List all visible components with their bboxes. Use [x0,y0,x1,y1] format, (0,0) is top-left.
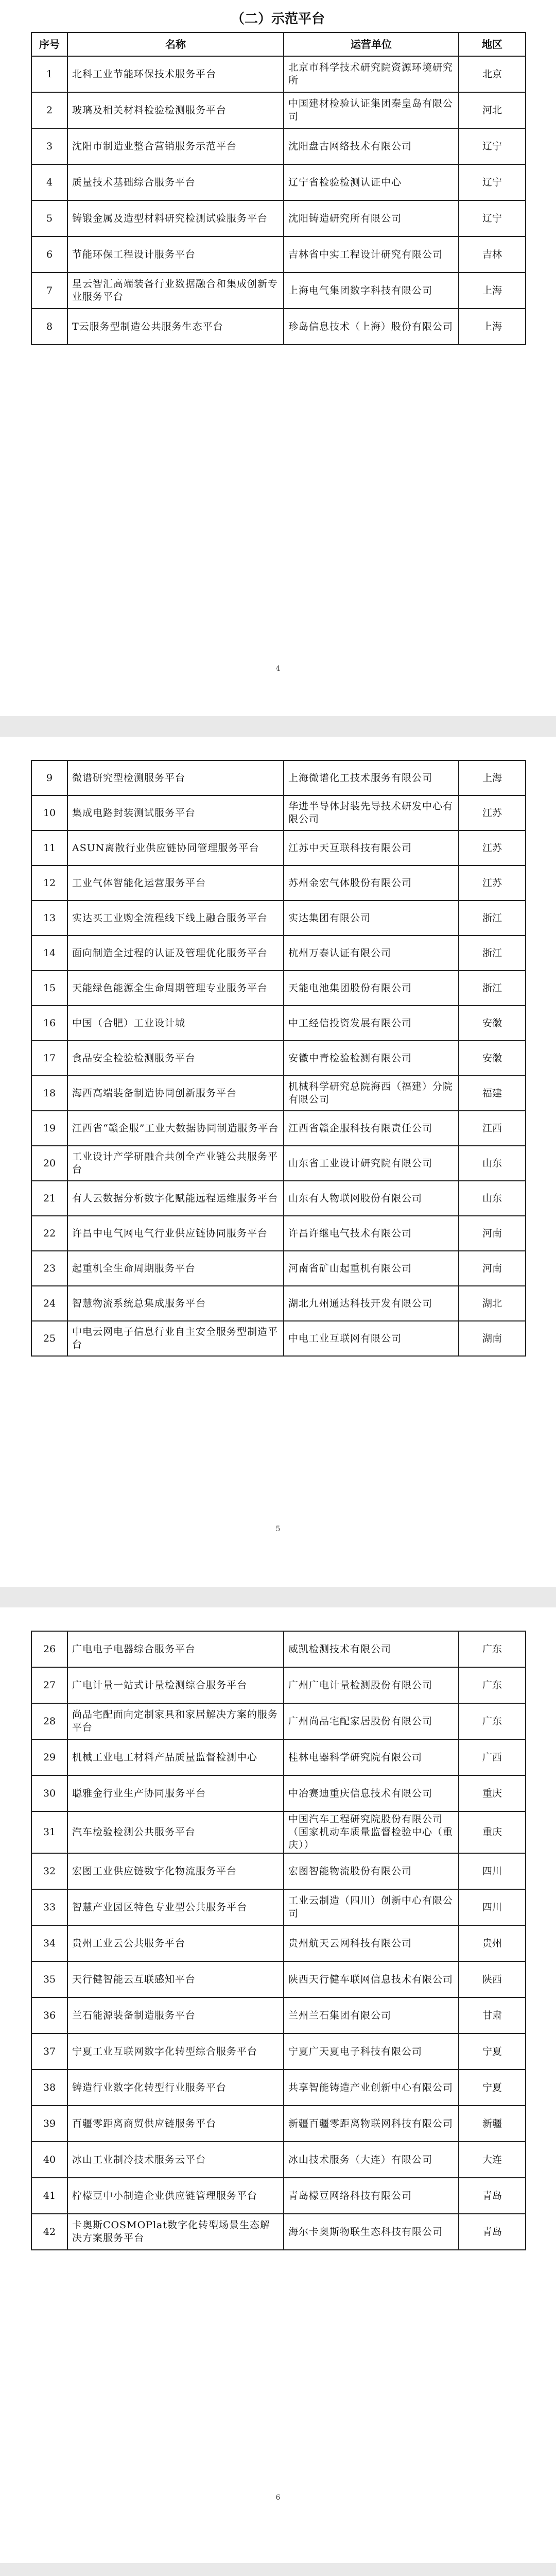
operating-unit: 工业云制造（四川）创新中心有限公司 [284,1889,459,1925]
table-row [31,1889,526,1925]
row-number: 15 [31,971,67,1006]
platform-name: 天行健智能云互联感知平台 [67,1961,284,1997]
operating-unit: 江苏中天互联科技有限公司 [284,831,459,866]
region: 辽宁 [459,128,526,164]
platform-name: 广电计量一站式计量检测综合服务平台 [67,1667,284,1703]
header-name: 名称 [67,32,284,56]
operating-unit: 辽宁省检验检测认证中心 [284,164,459,200]
row-number: 1 [31,56,67,92]
row-number: 18 [31,1076,67,1111]
operating-unit: 中电工业互联网有限公司 [284,1321,459,1356]
platform-name: 广电电子电器综合服务平台 [67,1631,284,1667]
platform-name: T云服务型制造公共服务生态平台 [67,309,284,345]
table-row [31,2106,526,2142]
operating-unit: 青岛檬豆网络科技有限公司 [284,2178,459,2214]
platform-name: 冰山工业制冷技术服务云平台 [67,2142,284,2178]
platform-table [31,1631,526,2250]
region: 江西 [459,1111,526,1146]
platform-name: 集成电路封装测试服务平台 [67,795,284,831]
platform-name: 玻璃及相关材料检验检测服务平台 [67,92,284,128]
region: 辽宁 [459,164,526,200]
row-number: 29 [31,1739,67,1775]
table-row [31,1961,526,1997]
platform-name: 质量技术基础综合服务平台 [67,164,284,200]
page-gap [0,2563,556,2576]
operating-unit: 江西省赣企服科技有限责任公司 [284,1111,459,1146]
table-row [31,1286,526,1321]
table-row [31,1181,526,1216]
operating-unit: 实达集团有限公司 [284,901,459,936]
platform-name: 汽车检验检测公共服务平台 [67,1811,284,1853]
row-number: 26 [31,1631,67,1667]
row-number: 20 [31,1146,67,1181]
table-row [31,1006,526,1041]
region: 吉林 [459,236,526,273]
table-row [31,1853,526,1889]
region: 山东 [459,1181,526,1216]
region: 重庆 [459,1775,526,1811]
table-row [31,901,526,936]
platform-name: 节能环保工程设计服务平台 [67,236,284,273]
platform-name: 智慧物流系统总集成服务平台 [67,1286,284,1321]
region: 江苏 [459,866,526,901]
row-number: 28 [31,1703,67,1739]
row-number: 38 [31,2070,67,2106]
document-page [31,0,525,716]
operating-unit: 桂林电器科学研究院有限公司 [284,1739,459,1775]
table-row [31,971,526,1006]
platform-name: 铸锻金属及造型材料研究检测试验服务平台 [67,200,284,236]
operating-unit: 威凯检测技术有限公司 [284,1631,459,1667]
row-number: 36 [31,1997,67,2033]
region: 青岛 [459,2178,526,2214]
platform-name: 中国（合肥）工业设计城 [67,1006,284,1041]
table-row [31,1111,526,1146]
operating-unit: 上海电气集团数字科技有限公司 [284,273,459,309]
table-row [31,164,526,200]
platform-name: 工业设计产学研融合共创全产业链公共服务平台 [67,1146,284,1181]
table-row [31,1667,526,1703]
region: 山东 [459,1146,526,1181]
platform-name: 起重机全生命周期服务平台 [67,1251,284,1286]
operating-unit: 北京市科学技术研究院资源环境研究所 [284,56,459,92]
platform-name: 沈阳市制造业整合营销服务示范平台 [67,128,284,164]
table-row [31,1251,526,1286]
operating-unit: 中工经信投资发展有限公司 [284,1006,459,1041]
platform-name: 北科工业节能环保技术服务平台 [67,56,284,92]
region: 新疆 [459,2106,526,2142]
platform-name: 机械工业电工材料产品质量监督检测中心 [67,1739,284,1775]
row-number: 2 [31,92,67,128]
platform-name: 宏图工业供应链数字化物流服务平台 [67,1853,284,1889]
table-row [31,92,526,128]
row-number: 30 [31,1775,67,1811]
operating-unit: 沈阳盘古网络技术有限公司 [284,128,459,164]
platform-name: 铸造行业数字化转型行业服务平台 [67,2070,284,2106]
platform-name: 聪雅金行业生产协同服务平台 [67,1775,284,1811]
region: 湖南 [459,1321,526,1356]
operating-unit: 新疆百疆零距离物联网科技有限公司 [284,2106,459,2142]
region: 江苏 [459,795,526,831]
platform-name: 面向制造全过程的认证及管理优化服务平台 [67,936,284,971]
region: 安徽 [459,1041,526,1076]
table-row [31,1321,526,1356]
platform-table [31,32,526,345]
operating-unit: 陕西天行健车联网信息技术有限公司 [284,1961,459,1997]
row-number: 42 [31,2214,67,2250]
table-row [31,56,526,92]
row-number: 34 [31,1925,67,1961]
platform-table [31,760,526,1357]
operating-unit: 珍岛信息技术（上海）股份有限公司 [284,309,459,345]
table-row [31,866,526,901]
platform-name: 许昌中电气网电气行业供应链协同服务平台 [67,1216,284,1251]
row-number: 16 [31,1006,67,1041]
platform-name: 海西高端装备制造协同创新服务平台 [67,1076,284,1111]
platform-name: 天能绿色能源全生命周期管理专业服务平台 [67,971,284,1006]
row-number: 6 [31,236,67,273]
page-title: （二）示范平台 [231,11,325,27]
row-number: 35 [31,1961,67,1997]
table-header-row [31,32,526,56]
operating-unit: 广州尚品宅配家居股份有限公司 [284,1703,459,1739]
region: 四川 [459,1853,526,1889]
operating-unit: 华进半导体封装先导技术研发中心有限公司 [284,795,459,831]
platform-name: 百疆零距离商贸供应链服务平台 [67,2106,284,2142]
operating-unit: 吉林省中实工程设计研究有限公司 [284,236,459,273]
region: 大连 [459,2142,526,2178]
operating-unit: 湖北九州通达科技开发有限公司 [284,1286,459,1321]
operating-unit: 中冶赛迪重庆信息技术有限公司 [284,1775,459,1811]
row-number: 13 [31,901,67,936]
region: 广东 [459,1667,526,1703]
row-number: 8 [31,309,67,345]
region: 安徽 [459,1006,526,1041]
table-row [31,200,526,236]
platform-name: 星云智汇高端装备行业数据融合和集成创新专业服务平台 [67,273,284,309]
region: 宁夏 [459,2070,526,2106]
page-gap [0,716,556,737]
row-number: 17 [31,1041,67,1076]
row-number: 12 [31,866,67,901]
region: 宁夏 [459,2033,526,2070]
platform-name: ASUN离散行业供应链协同管理服务平台 [67,831,284,866]
region: 河南 [459,1216,526,1251]
operating-unit: 许昌许继电气技术有限公司 [284,1216,459,1251]
table-row [31,760,526,795]
region: 福建 [459,1076,526,1111]
row-number: 9 [31,760,67,795]
operating-unit: 机械科学研究总院海西（福建）分院有限公司 [284,1076,459,1111]
table-row [31,1997,526,2033]
platform-name: 江西省“赣企服”工业大数据协同制造服务平台 [67,1111,284,1146]
row-number: 41 [31,2178,67,2214]
table-row [31,2142,526,2178]
operating-unit: 冰山技术服务（大连）有限公司 [284,2142,459,2178]
row-number: 31 [31,1811,67,1853]
region: 贵州 [459,1925,526,1961]
table-row [31,2214,526,2250]
table-row [31,273,526,309]
region: 北京 [459,56,526,92]
page-number: 5 [275,1525,281,1533]
page-gap [0,1587,556,1607]
page-number: 6 [275,2494,281,2502]
table-row [31,128,526,164]
region: 广东 [459,1631,526,1667]
operating-unit: 安徽中青检验检测有限公司 [284,1041,459,1076]
operating-unit: 山东有人物联网股份有限公司 [284,1181,459,1216]
row-number: 4 [31,164,67,200]
table-row [31,1811,526,1853]
table-row [31,1739,526,1775]
region: 浙江 [459,901,526,936]
region: 辽宁 [459,200,526,236]
document-page [31,737,525,1587]
region: 浙江 [459,971,526,1006]
row-number: 3 [31,128,67,164]
operating-unit: 兰州兰石集团有限公司 [284,1997,459,2033]
page-number: 4 [275,665,281,673]
row-number: 19 [31,1111,67,1146]
platform-name: 有人云数据分析数字化赋能远程运维服务平台 [67,1181,284,1216]
platform-name: 智慧产业园区特色专业型公共服务平台 [67,1889,284,1925]
platform-name: 实达买工业购全流程线下线上融合服务平台 [67,901,284,936]
region: 湖北 [459,1286,526,1321]
platform-name: 食品安全检验检测服务平台 [67,1041,284,1076]
table-row [31,1775,526,1811]
table-row [31,1216,526,1251]
row-number: 33 [31,1889,67,1925]
table-row [31,1076,526,1111]
row-number: 14 [31,936,67,971]
row-number: 7 [31,273,67,309]
table-row [31,1631,526,1667]
operating-unit: 宏图智能物流股份有限公司 [284,1853,459,1889]
table-row [31,1041,526,1076]
operating-unit: 中国汽车工程研究院股份有限公司（国家机动车质量监督检验中心（重庆）） [284,1811,459,1853]
table-row [31,1146,526,1181]
operating-unit: 苏州金宏气体股份有限公司 [284,866,459,901]
region: 广西 [459,1739,526,1775]
operating-unit: 海尔卡奥斯物联生态科技有限公司 [284,2214,459,2250]
header-region: 地区 [459,32,526,56]
row-number: 5 [31,200,67,236]
header-no: 序号 [31,32,67,56]
table-row [31,1925,526,1961]
table-row [31,936,526,971]
platform-name: 贵州工业云公共服务平台 [67,1925,284,1961]
document-page [31,1607,525,2563]
region: 河南 [459,1251,526,1286]
platform-name: 工业气体智能化运营服务平台 [67,866,284,901]
row-number: 23 [31,1251,67,1286]
operating-unit: 广州广电计量检测股份有限公司 [284,1667,459,1703]
row-number: 21 [31,1181,67,1216]
operating-unit: 贵州航天云网科技有限公司 [284,1925,459,1961]
operating-unit: 天能电池集团股份有限公司 [284,971,459,1006]
table-row [31,2070,526,2106]
platform-name: 中电云网电子信息行业自主安全服务型制造平台 [67,1321,284,1356]
region: 重庆 [459,1811,526,1853]
platform-name: 尚品宅配面向定制家具和家居解决方案的服务平台 [67,1703,284,1739]
table-row [31,795,526,831]
row-number: 39 [31,2106,67,2142]
region: 河北 [459,92,526,128]
table-row [31,2178,526,2214]
row-number: 40 [31,2142,67,2178]
region: 浙江 [459,936,526,971]
row-number: 37 [31,2033,67,2070]
operating-unit: 上海微谱化工技术服务有限公司 [284,760,459,795]
region: 青岛 [459,2214,526,2250]
platform-name: 宁夏工业互联网数字化转型综合服务平台 [67,2033,284,2070]
operating-unit: 共享智能铸造产业创新中心有限公司 [284,2070,459,2106]
table-row [31,1703,526,1739]
region: 上海 [459,760,526,795]
table-row [31,2033,526,2070]
row-number: 25 [31,1321,67,1356]
operating-unit: 中国建材检验认证集团秦皇岛有限公司 [284,92,459,128]
operating-unit: 宁夏广天夏电子科技有限公司 [284,2033,459,2070]
region: 广东 [459,1703,526,1739]
row-number: 11 [31,831,67,866]
operating-unit: 河南省矿山起重机有限公司 [284,1251,459,1286]
row-number: 32 [31,1853,67,1889]
table-row [31,236,526,273]
region: 四川 [459,1889,526,1925]
header-unit: 运营单位 [284,32,459,56]
region: 江苏 [459,831,526,866]
table-row [31,831,526,866]
operating-unit: 杭州万泰认证有限公司 [284,936,459,971]
table-row [31,309,526,345]
platform-name: 卡奥斯COSMOPlat数字化转型场景生态解决方案服务平台 [67,2214,284,2250]
region: 陕西 [459,1961,526,1997]
row-number: 22 [31,1216,67,1251]
platform-name: 兰石能源装备制造服务平台 [67,1997,284,2033]
row-number: 10 [31,795,67,831]
region: 上海 [459,273,526,309]
row-number: 27 [31,1667,67,1703]
operating-unit: 沈阳铸造研究所有限公司 [284,200,459,236]
operating-unit: 山东省工业设计研究院有限公司 [284,1146,459,1181]
row-number: 24 [31,1286,67,1321]
platform-name: 微谱研究型检测服务平台 [67,760,284,795]
platform-name: 柠檬豆中小制造企业供应链管理服务平台 [67,2178,284,2214]
region: 上海 [459,309,526,345]
region: 甘肃 [459,1997,526,2033]
